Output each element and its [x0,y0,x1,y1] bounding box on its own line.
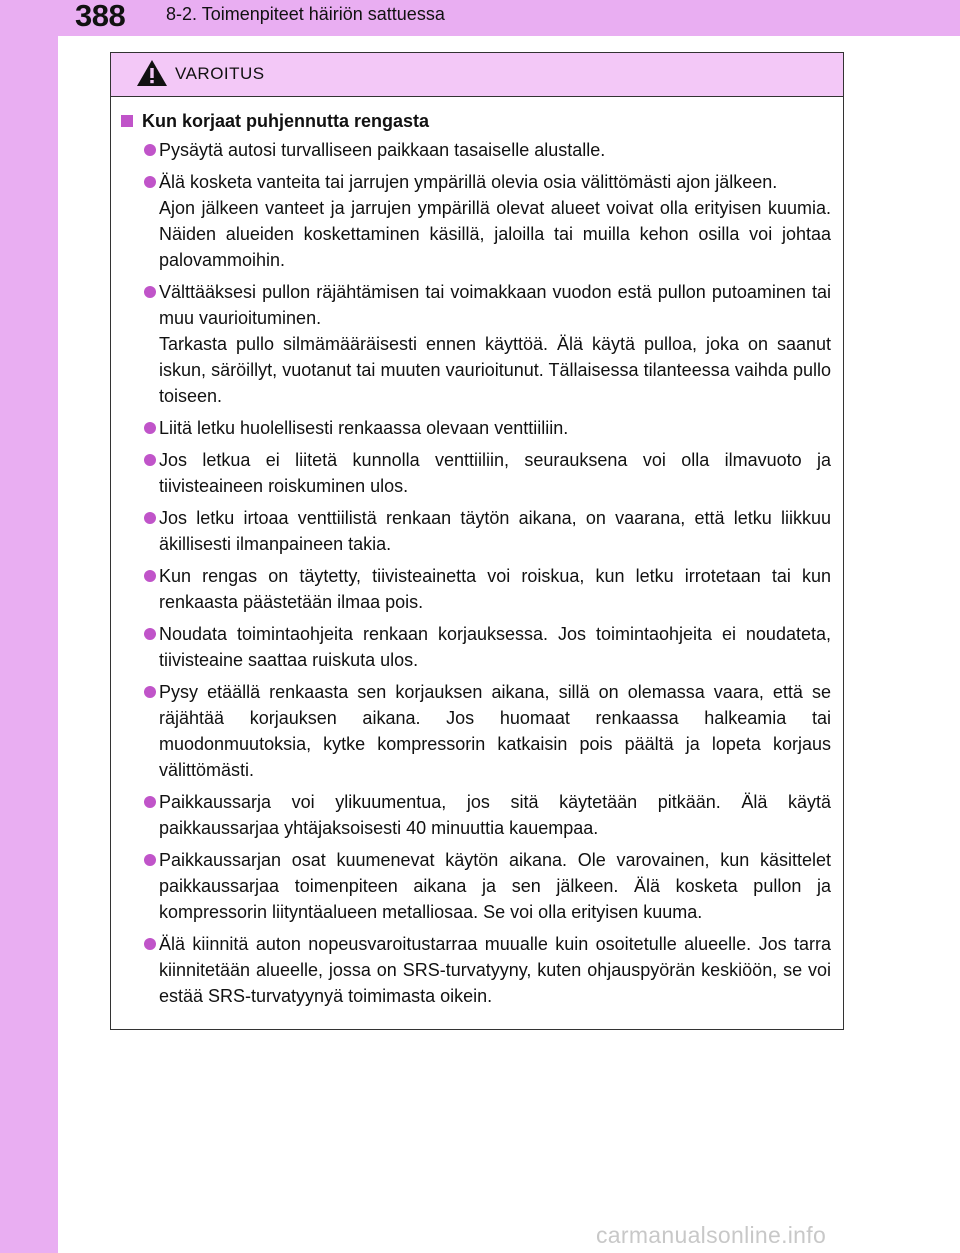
top-color-band [0,0,960,36]
list-item-text: Noudata toimintaohjeita renkaan korjauksessa. Jos toimintaohjeita ei noudateta, tiivisteaine saattaa ruiskuta ulos. [159,624,831,670]
list-item [121,563,831,615]
bullet-icon [144,286,156,298]
bullet-icon [144,796,156,808]
warning-heading-text: Kun korjaat puhjennutta rengasta [142,111,430,131]
list-item [121,415,831,441]
list-item-text: Tarkasta pullo silmämääräisesti ennen käyttöä. Älä käytä pulloa, joka on saanut iskun, säröillyt, vuotanut tai muuten vaurioitunut. Tällaisessa tilanteessa vaihda pullo toiseen. [159,334,831,406]
warning-header [111,53,843,97]
warning-list [121,137,831,1009]
page-number: 388 [75,0,126,33]
bullet-icon [144,144,156,156]
list-item [121,279,831,409]
side-color-band [0,0,58,1253]
list-item-text: Älä kiinnitä auton nopeusvaroitustarraa muualle kuin osoitetulle alueelle. Jos tarra kiinnitetään alueelle, jossa on SRS-turvatyyny, kuten ohjauspyörän keskiöön, se voi estää SRS-turvatyynyä toimimasta oikein. [159,934,831,1006]
bullet-icon [144,854,156,866]
list-item [121,679,831,783]
list-item-text: Paikkaussarja voi ylikuumentua, jos sitä käytetään pitkään. Älä käytä paikkaussarjaa yhtäjaksoisesti 40 minuuttia kauempaa. [159,792,831,838]
list-item [121,847,831,925]
list-item [121,169,831,273]
warning-triangle-icon [135,58,169,88]
bullet-icon [144,512,156,524]
list-item-text: Liitä letku huolellisesti renkaassa olevaan venttiiliin. [159,418,569,438]
list-item-text: Älä kosketa vanteita tai jarrujen ympärillä olevia osia välittömästi ajon jälkeen. [159,172,778,192]
watermark: carmanualsonline.info [596,1222,827,1248]
bullet-icon [144,628,156,640]
list-item [121,621,831,673]
bullet-icon [144,570,156,582]
list-item-text: Pysäytä autosi turvalliseen paikkaan tasaiselle alustalle. [159,140,606,160]
bullet-icon [144,422,156,434]
bullet-icon [144,686,156,698]
list-item-text: Välttääksesi pullon räjähtämisen tai voimakkaan vuodon estä pullon putoaminen tai muu vaurioituminen. [159,282,831,328]
list-item [121,137,831,163]
warning-content [111,108,843,1015]
list-item-text: Ajon jälkeen vanteet ja jarrujen ympärillä olevat alueet voivat olla erityisen kuumia. Näiden alueiden koskettaminen käsillä, jaloilla tai muilla kehon osilla voi johtaa palovammoihin. [159,198,831,270]
section-title: 8-2. Toimenpiteet häiriön sattuessa [166,4,445,24]
bullet-icon [144,454,156,466]
square-bullet-icon [121,115,133,127]
bullet-icon [144,938,156,950]
list-item [121,447,831,499]
warning-heading [121,108,831,134]
list-item-text: Pysy etäällä renkaasta sen korjauksen aikana, sillä on olemassa vaara, että se räjähtää korjauksen aikana. Jos huomaat renkaassa halkeamia tai muodonmuutoksia, kytke kompressorin katkaisin pois päältä ja lopeta korjaus välittömästi. [159,682,831,780]
list-item [121,931,831,1009]
list-item [121,789,831,841]
list-item-text: Kun rengas on täytetty, tiivisteainetta voi roiskua, kun letku irrotetaan tai kun renkaasta päästetään ilmaa pois. [159,566,831,612]
list-item-text: Paikkaussarjan osat kuumenevat käytön aikana. Ole varovainen, kun käsittelet paikkaussarjaa toimenpiteen aikana ja sen jälkeen. Älä kosketa pullon ja kompressorin liityntäalueen metalliosaa. Se voi olla erityisen kuuma. [159,850,831,922]
list-item [121,505,831,557]
warning-label: VAROITUS [175,64,265,83]
bullet-icon [144,176,156,188]
list-item-text: Jos letku irtoaa venttiilistä renkaan täytön aikana, on vaarana, että letku liikkuu äkillisesti ilmanpaineen takia. [159,508,831,554]
list-item-text: Jos letkua ei liitetä kunnolla venttiiliin, seurauksena voi olla ilmavuoto ja tiivisteaineen roiskuminen ulos. [159,450,831,496]
warning-box [110,52,844,1030]
